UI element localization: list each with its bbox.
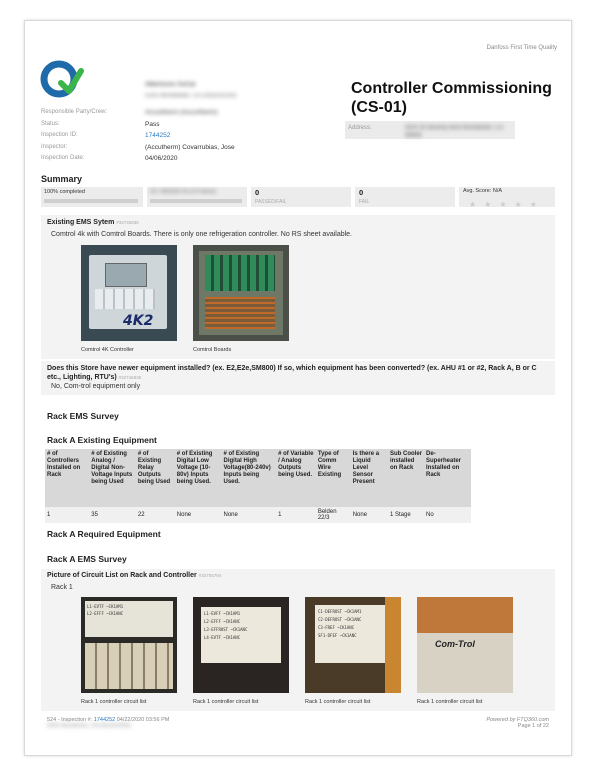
table-cell: 22 [136,507,175,523]
completed-text: 100% completed [44,189,85,195]
address-label: Address: [348,125,372,131]
summary-items-box [147,187,247,207]
summary-fail-box [355,187,455,207]
store-name: Albertsons SoCal [145,81,196,88]
circuit-photo-2[interactable]: L1-EVFF ~CK1AM1 L2-EFFF ~CK1ANC L3-EFFROST ~CK1ANC L4-EVTF ~CK1ANC [193,597,289,693]
inspection-id-link[interactable]: 1744252 [145,132,171,139]
photo-caption: Rack 1 controller circuit list [305,699,371,705]
star-icon: ★ [514,200,522,209]
controller-photo[interactable] [81,245,177,341]
table-header: # of Controllers Installed on Rack [45,449,89,507]
summary-heading: Summary [41,174,83,184]
table-cell: 1 [276,507,316,523]
circuit-photo-4[interactable] [417,597,513,693]
table-cell: None [351,507,388,523]
table-cell: 1 Stage [388,507,424,523]
table-header: # of Existing Digital High Voltage(80-240v) Inputs being Used. [222,449,277,507]
star-rating [469,194,545,212]
items-value: 23 / 99/2323 (% of 0 items) [150,189,217,195]
boards-photo[interactable] [193,245,289,341]
question-section [41,361,555,395]
passed-count: 0 [255,188,260,197]
summary-completed-box [41,187,143,207]
rack-a-required-heading: Rack A Required Equipment [47,529,161,539]
question-text: Does this Store have newer equipment installed? (ex. E2,E2e,SM800) If so, which equipment has been converted? (ex. AHU #1 or #2, Rack A, B or C etc., Lighting, RTU's) #32746836 [47,365,537,381]
table-header: # of Existing Analog / Digital Non-Voltage Inputs being Used [89,449,136,507]
summary-score-box [459,187,555,207]
field-label: Inspector: [41,144,68,150]
star-icon: ★ [469,200,477,209]
inspection-date-value: 04/06/2020 [145,155,178,162]
field-label: Responsible Party/Crew: [41,109,108,115]
rack-label: Rack 1 [51,584,73,591]
field-label: Inspection Date: [41,155,85,161]
star-icon: ★ [529,200,537,209]
progress-bar [44,199,138,203]
brand-text: Danfoss First Time Quality [486,45,557,51]
ftq-logo-icon [39,59,85,103]
question-answer: No, Com-trol equipment only [51,383,141,390]
status-value: Pass [145,121,160,128]
summary-passed-box [251,187,351,207]
table-cell: No [424,507,471,523]
fail-label: FAIL [359,199,370,205]
footer-right: Powered by FTQ360.com Page 1 of 22 [486,717,549,729]
circuit-photo-3[interactable]: C1-DEFROST ~CK1AM1 C2-DEFROST ~CK1ANC C3-FREF ~CK1ANC SF1-DFEF ~CK1ANC [305,597,401,693]
existing-ems-text: Comtrol 4k with Comtrol Boards. There is only one refrigeration controller. No RS sheet available. [51,231,353,238]
rack-a-existing-heading: Rack A Existing Equipment [47,435,157,445]
photo-caption: Rack 1 controller circuit list [81,699,147,705]
passed-label: PASSED/FAIL [255,199,287,205]
rack-a-ems-heading: Rack A EMS Survey [47,554,127,564]
rack-a-existing-table [45,449,471,523]
table-header: # of Variable / Analog Outputs being Used. [276,449,316,507]
table-cell: None [222,507,277,523]
avg-score: Avg. Score: N/A [463,188,503,194]
report-page [24,20,572,756]
field-label: Status: [41,121,60,127]
footer-inspection-link[interactable]: 1744252 [93,717,116,723]
table-header: Type of Comm Wire Existing [316,449,351,507]
photo-caption: Comtrol Boards [193,347,232,353]
table-cell: None [175,507,222,523]
table-cell: 35 [89,507,136,523]
table-cell: Belden 22/3 [316,507,351,523]
controller-brand-text: 4K2 [123,313,154,329]
field-label: Inspection ID: [41,132,78,138]
page-title: Controller Commissioning (CS-01) [351,80,552,116]
star-icon: ★ [499,200,507,209]
star-icon: ★ [484,200,492,209]
table-header: De-Superheater Installed on Rack [424,449,471,507]
photo-caption: Rack 1 controller circuit list [193,699,259,705]
comtrol-logo-text: Com-Trol [435,639,475,649]
table-header: # of Existing Relay Outputs being Used [136,449,175,507]
circuit-photo-1[interactable]: L1-EVTF ~CK1AM1 L2-EFFF ~CK1ANC [81,597,177,693]
table-cell: 1 [45,507,89,523]
table-header: # of Existing Digital Low Voltage (10-80v) Inputs being Used. [175,449,222,507]
rack-ems-survey-heading: Rack EMS Survey [47,411,119,421]
existing-ems-section [41,215,555,359]
items-bar [150,199,242,203]
table-header: Is there a Liquid Level Sensor Present [351,449,388,507]
table-row [45,507,471,523]
existing-ems-heading: Existing EMS Sytem #32746835 [47,219,139,226]
photo-caption: Rack 1 controller circuit list [417,699,483,705]
table-header: Sub Cooler installed on Rack [388,449,424,507]
fail-count: 0 [359,188,364,197]
store-address: 5255 Montebello, CA (ShzDr3250) [145,93,237,99]
address-value: 4000 W Beverly Blvd Montebello, CA 90640 [405,125,504,139]
footer-left: 524 - Inspection #: 1744252 04/22/2020 03:56 PM 5255 Montebello, CA (ShzDr3250) [47,717,170,729]
photo-caption: Comtrol 4K Controller [81,347,134,353]
circuit-list-heading: Picture of Circuit List on Rack and Controller #32755794 [47,572,222,579]
field-value: Accurtherm (Accurtherm) [145,109,218,116]
circuit-list-section [41,569,555,711]
inspector-value: (Accutherm) Covarrubias, Jose [145,144,235,151]
